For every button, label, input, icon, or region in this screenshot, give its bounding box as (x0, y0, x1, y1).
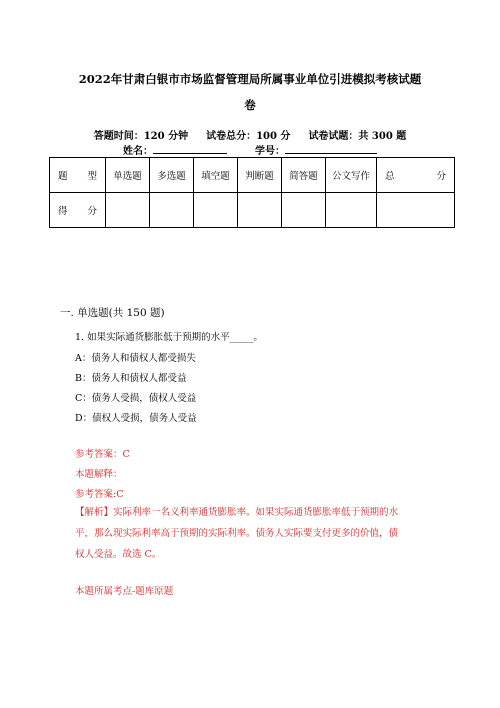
exam-time: 答题时间：120 分钟 (93, 131, 189, 142)
exam-question-count: 试卷试题：共 300 题 (308, 131, 407, 142)
score-cell-fill-blank[interactable] (194, 193, 238, 228)
header-multiple-choice: 多选题 (150, 158, 194, 193)
name-field[interactable] (153, 143, 227, 154)
header-document-writing: 公文写作 (326, 158, 377, 193)
option-d[interactable]: D：债权人受损，债务人受益 (75, 413, 197, 424)
score-table-type-header: 题 型 (50, 158, 106, 193)
score-cell-multiple-choice[interactable] (150, 193, 194, 228)
exam-title (60, 66, 440, 118)
analysis-tag: 【解析】 (75, 507, 114, 518)
student-info-row (0, 142, 500, 157)
analysis-text (75, 502, 435, 565)
explanation-label: 本题解释： (75, 469, 123, 480)
score-table-total-header: 总 分 (377, 158, 455, 193)
analysis-line-3: 权人受益。故选 C。 (75, 549, 162, 560)
section-title: 一. 单选题(共 150 题) (60, 307, 165, 319)
score-table-header-row (50, 158, 455, 193)
header-short-answer: 简答题 (282, 158, 326, 193)
score-cell-total[interactable] (377, 193, 455, 228)
exam-title-line1: 2022年甘肃白银市市场监督管理局所属事业单位引进模拟考核试题 (78, 72, 422, 86)
score-cell-single-choice[interactable] (106, 193, 150, 228)
option-c[interactable]: C：债务人受损，债权人受益 (75, 393, 197, 404)
exam-total-score: 试卷总分：100 分 (206, 131, 291, 142)
header-true-false: 判断题 (238, 158, 282, 193)
score-cell-document-writing[interactable] (326, 193, 377, 228)
header-single-choice: 单选题 (106, 158, 150, 193)
option-b[interactable]: B：债务人和债权人都受益 (75, 373, 187, 384)
option-a[interactable]: A：债务人和债权人都受损失 (75, 353, 196, 364)
score-table (49, 157, 455, 228)
score-cell-true-false[interactable] (238, 193, 282, 228)
exam-info-row (0, 127, 500, 142)
student-id-label: 学号： (255, 146, 285, 157)
score-cell-short-answer[interactable] (282, 193, 326, 228)
score-row-label: 得 分 (50, 193, 106, 228)
question-stem: 1. 如果实际通货膨胀低于预期的水平_____。 (75, 332, 263, 343)
reference-answer: 参考答案：C (75, 449, 130, 460)
name-label: 姓名： (123, 146, 153, 157)
student-id-field[interactable] (285, 143, 377, 154)
reference-answer-repeat: 参考答案:C (75, 489, 124, 500)
question-source: 本题所属考点-题库原题 (75, 586, 174, 597)
header-fill-blank: 填空题 (194, 158, 238, 193)
analysis-line-2: 平，那么现实际利率高于预期的实际利率。债务人实际要支付更多的价值，债 (75, 528, 399, 539)
exam-title-line2: 卷 (244, 98, 256, 112)
analysis-line-1: 实际利率一名义利率通货膨胀率。如果实际通货膨胀率低于预期的水 (113, 507, 399, 518)
score-table-score-row (50, 193, 455, 228)
